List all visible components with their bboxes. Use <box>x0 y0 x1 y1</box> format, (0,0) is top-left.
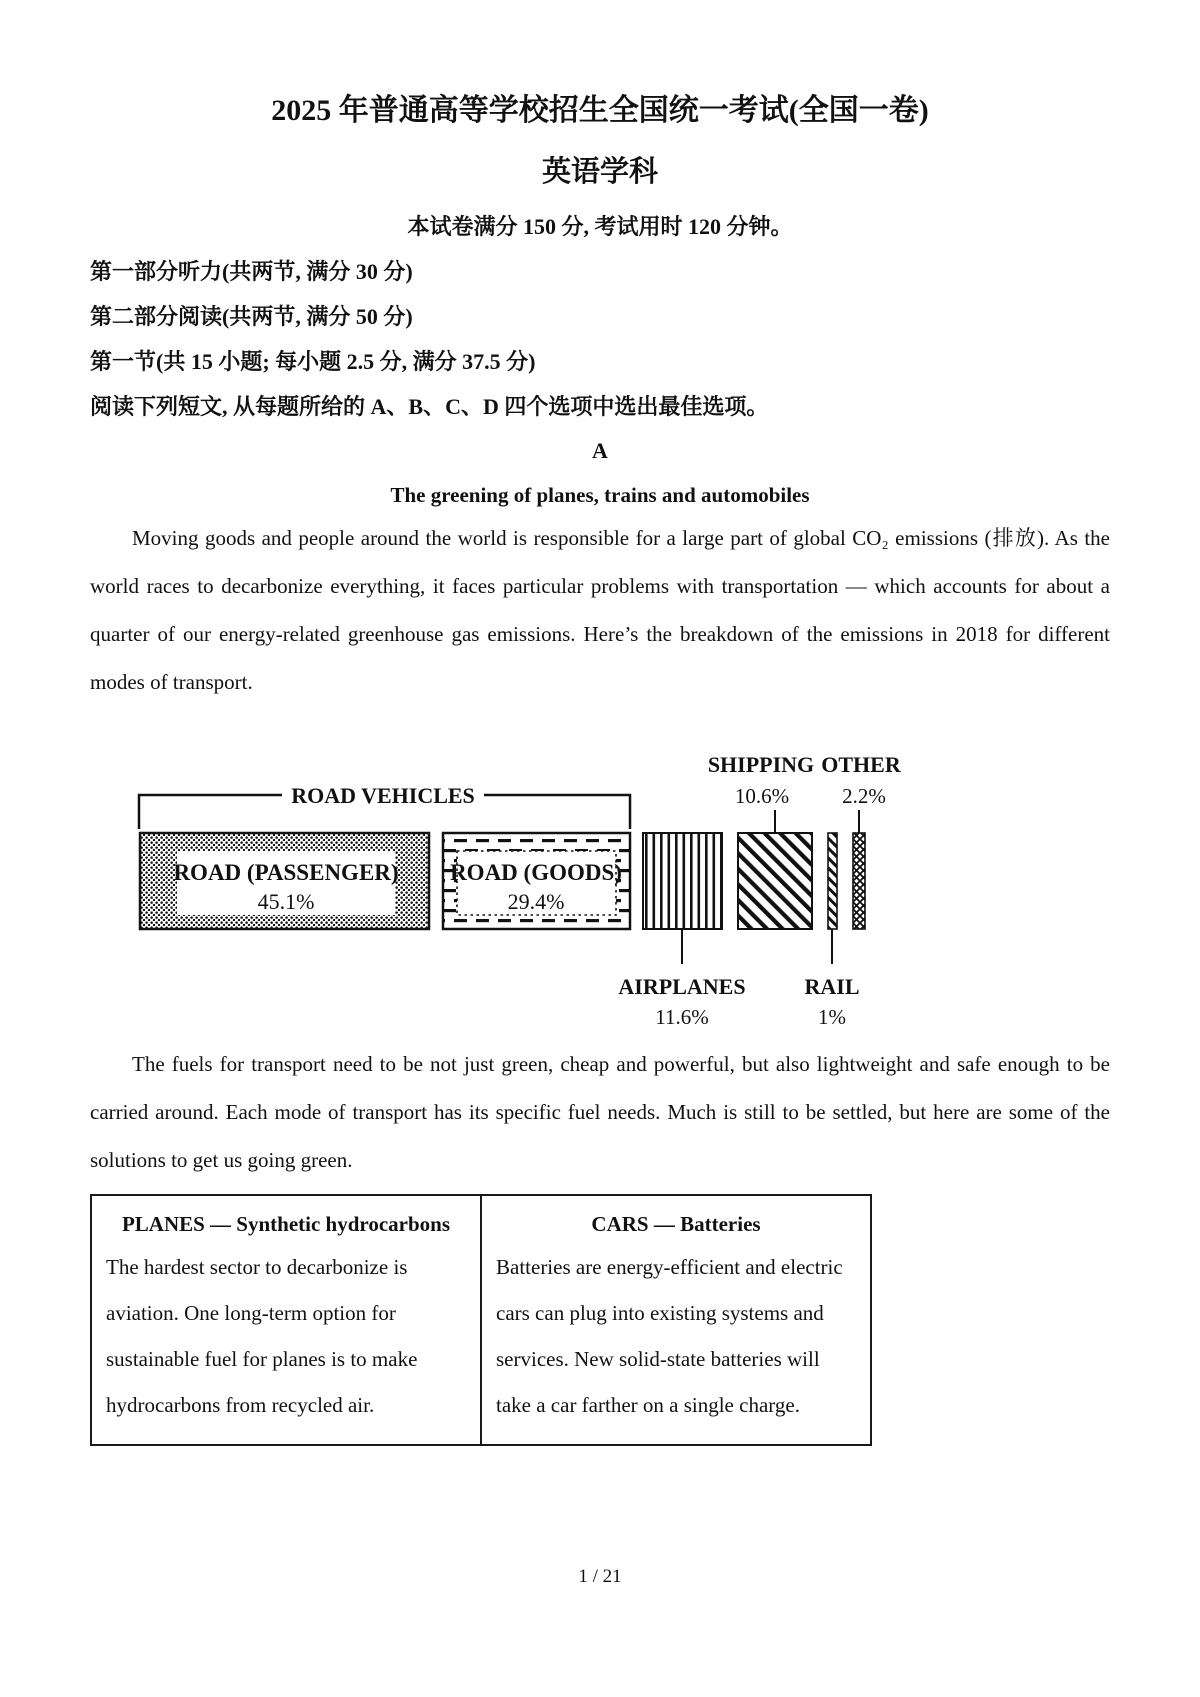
exam-info-line: 本试卷满分 150 分, 考试用时 120 分钟。 <box>407 214 793 239</box>
cars-column-body: Batteries are energy-efficient and electric cars can plug into existing systems and services. New solid-state batteries will take a car farther on a single charge. <box>496 1255 843 1417</box>
road-vehicles-bracket-right <box>484 795 630 829</box>
cars-column-header: CARS — Batteries <box>591 1212 761 1236</box>
other-label: OTHER <box>821 752 901 777</box>
page-title: 2025 年普通高等学校招生全国统一考试(全国一卷) <box>271 94 929 127</box>
rail-value: 1% <box>818 1005 846 1029</box>
bar-shipping <box>738 833 812 929</box>
rail-label: RAIL <box>804 974 860 999</box>
shipping-value: 10.6% <box>734 784 790 808</box>
planes-column-body: The hardest sector to decarbonize is aviation. One long-term option for sustainable fuel for planes is to make hydrocarbons from recycled air. <box>106 1255 418 1417</box>
bar-other <box>853 833 865 929</box>
airplanes-label: AIRPLANES <box>618 974 746 999</box>
table-cell-planes <box>92 1196 480 1444</box>
bar-rail <box>828 833 837 929</box>
airplanes-value: 11.6% <box>655 1005 709 1029</box>
road-passenger-value: 45.1% <box>257 889 315 914</box>
road-passenger-label: ROAD (PASSENGER) <box>173 860 399 885</box>
passage-paragraph-1: Moving goods and people around the world is responsible for a large part of global CO₂ emissions (排放). As the world races to decarbonize everything, it faces particular problems with transportation — which accounts for about a quarter of our energy-related greenhouse gas emissions. Here’s the breakdown of the emissions in 2018 for different modes of transport. <box>90 526 1110 694</box>
planes-column-header: PLANES — Synthetic hydrocarbons <box>121 1212 451 1236</box>
table-cell-cars <box>480 1196 870 1444</box>
road-goods-label: ROAD (GOODS) <box>450 860 622 885</box>
emissions-breakdown-chart <box>90 706 1110 1036</box>
reading-instruction: 阅读下列短文, 从每题所给的 A、B、C、D 四个选项中选出最佳选项。 <box>90 394 769 419</box>
page-number: 1 / 21 <box>578 1566 622 1587</box>
bar-airplanes <box>643 833 722 929</box>
section-part2: 第二部分阅读(共两节, 满分 50 分) <box>90 304 413 329</box>
subject-title: 英语学科 <box>541 156 658 188</box>
road-vehicles-bracket-left <box>139 795 282 829</box>
other-value: 2.2% <box>842 784 886 808</box>
section-part1: 第一部分听力(共两节, 满分 30 分) <box>90 259 413 284</box>
road-goods-value: 29.4% <box>507 889 565 914</box>
passage-paragraph-2: The fuels for transport need to be not just green, cheap and powerful, but also lightweight and safe enough to be carried around. Each mode of transport has its specific fuel needs. Much is still to be settled, but here are some of the solutions to get us going green. <box>90 1052 1110 1172</box>
road-vehicles-group-label: ROAD VEHICLES <box>291 783 475 808</box>
section-one: 第一节(共 15 小题; 每小题 2.5 分, 满分 37.5 分) <box>90 349 536 374</box>
solutions-table <box>90 1194 872 1446</box>
shipping-label: SHIPPING <box>707 752 815 777</box>
passage-label: A <box>592 438 608 463</box>
passage-title: The greening of planes, trains and automobiles <box>390 483 810 507</box>
